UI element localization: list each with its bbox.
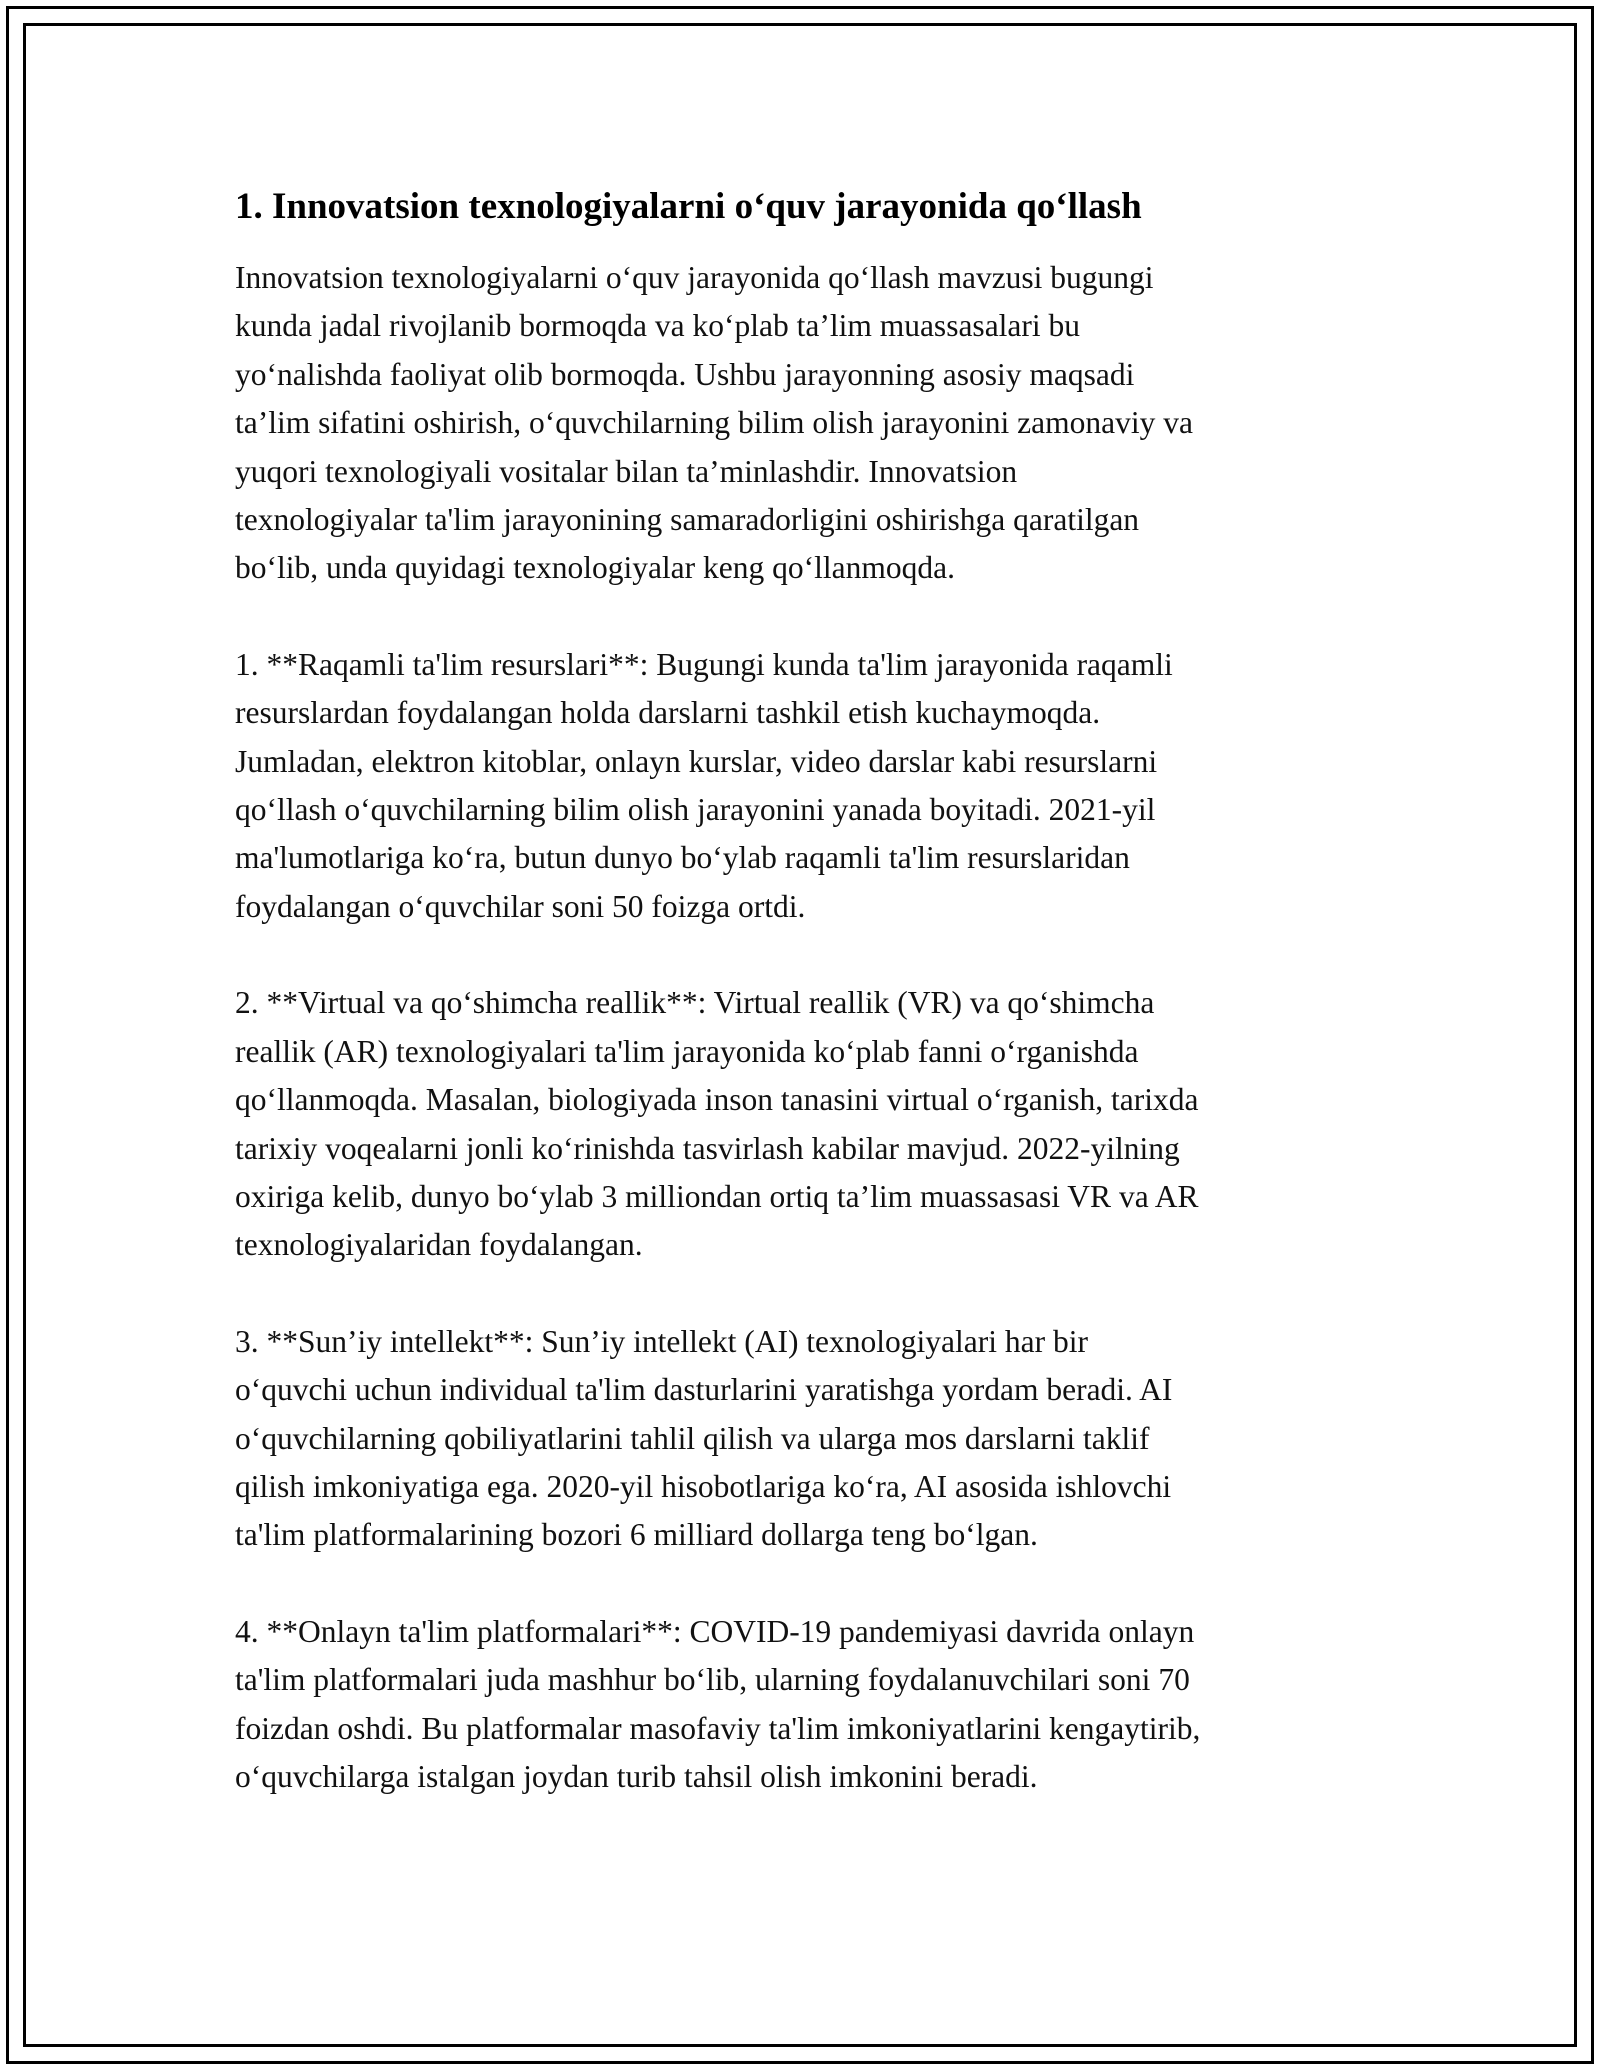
paragraph-artificial-intelligence: 3. **Sun’iy intellekt**: Sun’iy intellekt (AI) texnologiyalari har bir o‘quvchi uchun individual ta'lim dasturlarini yaratishga yordam beradi. AI o‘quvchilarning qobiliyatlarini tahlil qilish va ularga mos darslarni taklif qilish imkoniyatiga ega. 2020-yil hisobotlariga ko‘ra, AI asosida ishlovchi ta'lim platformalarining bozori 6 milliard dollarga teng bo‘lgan. <box>235 1323 1173 1553</box>
document-body <box>235 182 1385 1849</box>
intro-paragraph: Innovatsion texnologiyalarni o‘quv jarayonida qo‘llash mavzusi bugungi kunda jadal rivojlanib bormoqda va ko‘plab ta’lim muassasalari bu yo‘nalishda faoliyat olib bormoqda. Ushbu jarayonning asosiy maqsadi ta’lim sifatini oshirish, o‘quvchilarning bilim olish jarayonini zamonaviy va yuqori texnologiyali vositalar bilan ta’minlashdir. Innovatsion texnologiyalar ta'lim jarayonining samaradorligini oshirishga qaratilgan bo‘lib, unda quyidagi texnologiyalar keng qo‘llanmoqda. <box>235 260 1193 586</box>
paragraph-online-platforms: 4. **Onlayn ta'lim platformalari**: COVID-19 pandemiyasi davrida onlayn ta'lim platformalari juda mashhur bo‘lib, ularning foydalanuvchilari soni 70 foizdan oshdi. Bu platformalar masofaviy ta'lim imkoniyatlarini kengaytirib, o‘quvchilarga istalgan joydan turib tahsil olish imkonini beradi. <box>235 1613 1201 1794</box>
paragraph-virtual-reality: 2. **Virtual va qo‘shimcha reallik**: Virtual reallik (VR) va qo‘shimcha reallik (AR) texnologiyalari ta'lim jarayonida ko‘plab fanni o‘rganishda qo‘llanmoqda. Masalan, biologiyada inson tanasini virtual o‘rganish, tarixda tarixiy voqealarni jonli ko‘rinishda tasvirlash kabilar mavjud. 2022-yilning oxiriga kelib, dunyo bo‘ylab 3 milliondan ortiq ta’lim muassasasi VR va AR texnologiyalaridan foydalangan. <box>235 985 1199 1263</box>
document-title: 1. Innovatsion texnologiyalarni o‘quv jarayonida qo‘llash <box>235 186 1142 227</box>
paragraph-digital-resources: 1. **Raqamli ta'lim resurslari**: Bugungi kunda ta'lim jarayonida raqamli resurslardan foydalangan holda darslarni tashkil etish kuchaymoqda. Jumladan, elektron kitoblar, onlayn kurslar, video darslar kabi resurslarni qo‘llash o‘quvchilarning bilim olish jarayonini yanada boyitadi. 2021-yil ma'lumotlariga ko‘ra, butun dunyo bo‘ylab raqamli ta'lim resurslaridan foydalangan o‘quvchilar soni 50 foizga ortdi. <box>235 646 1173 924</box>
